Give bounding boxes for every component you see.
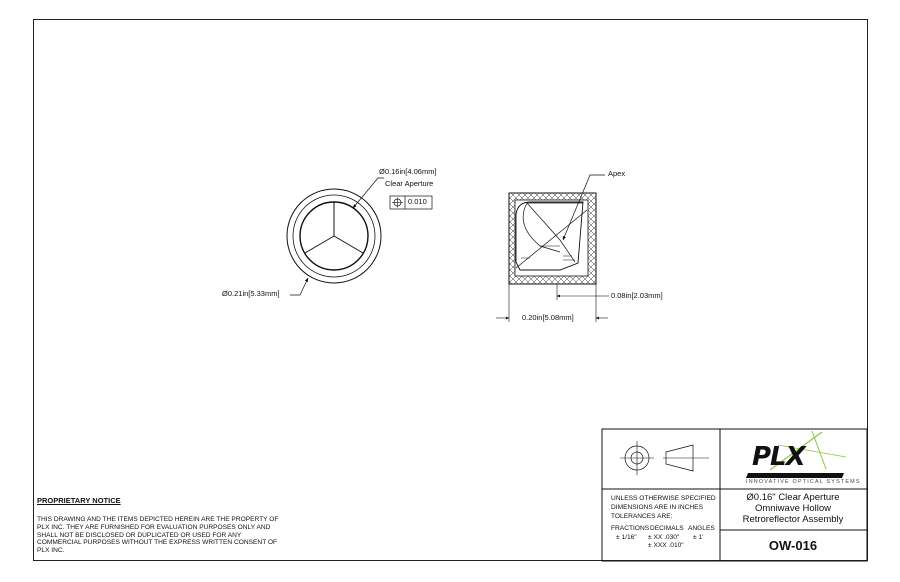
depth-dim-mm: 2.03mm (633, 291, 661, 300)
length-dimension: 0.20in[5.08mm] (522, 313, 574, 322)
mirror-seam-left (305, 236, 334, 253)
notice-line: PLX INC. THEY ARE FURNISHED FOR EVALUATION PURPOSES ONLY AND (37, 523, 271, 531)
aperture-dim-inches: 0.16in (384, 167, 406, 176)
flatness-tolerance-value: 0.010 (408, 197, 427, 206)
angles-value: ± 1' (693, 534, 704, 541)
notice-line: SHALL NOT BE DISCLOSED OR DUPLICATED OR USED FOR ANY (37, 531, 242, 539)
aperture-dim-mm: 4.06mm (407, 167, 435, 176)
proprietary-notice-body (37, 516, 287, 555)
tolerance-header-line: DIMENSIONS ARE IN INCHES (611, 504, 703, 511)
notice-line: THIS DRAWING AND THE ITEMS DEPICTED HEREIN ARE THE PROPERTY OF (37, 516, 279, 523)
decimals-value-three-place: ± XXX .010" (648, 542, 684, 549)
plx-tagline: INNOVATIVE OPTICAL SYSTEMS (746, 479, 861, 485)
length-dim-mm: 5.08mm (544, 313, 572, 322)
tolerance-header-line: TOLERANCES ARE: (611, 513, 673, 520)
side-view (496, 175, 609, 322)
angles-label: ANGLES (688, 525, 715, 532)
proprietary-notice-title: PROPRIETARY NOTICE (37, 496, 121, 505)
mirror-seam-right (334, 236, 363, 253)
drawing-title-line: Retroreflector Assembly (742, 514, 844, 525)
outer-dim-mm: 5.33mm (250, 289, 278, 298)
part-number: OW-016 (768, 538, 818, 553)
notice-line: PLX INC. (37, 547, 65, 555)
drawing-title-line: Omniwave Hollow (754, 503, 832, 514)
front-view (287, 178, 432, 295)
apex-label: Apex (608, 169, 626, 178)
tolerance-header-line: UNLESS OTHERWISE SPECIFIED (611, 495, 716, 502)
plx-logo: PLX (752, 442, 805, 472)
aperture-dimension: Ø0.16in[4.06mm] (379, 167, 437, 176)
outer-dimension: Ø0.21in[5.33mm] (222, 289, 280, 298)
projection-symbol-icon (620, 441, 709, 475)
outer-dim-inches: 0.21in (227, 289, 249, 298)
depth-dimension: 0.08in[2.03mm] (611, 291, 663, 300)
fractions-value: ± 1/16" (616, 534, 637, 541)
drawing-title-line: Ø0.16" Clear Aperture (746, 492, 840, 503)
decimals-value-two-place: ± XX .030" (648, 534, 680, 541)
length-dim-inches: 0.20in (522, 313, 543, 322)
decimals-label: DECIMALS (650, 525, 684, 532)
depth-dim-inches: 0.08in (611, 291, 632, 300)
fractions-label: FRACTIONS (611, 525, 650, 532)
clear-aperture-label: Clear Aperture (385, 179, 434, 188)
notice-line: COMMERCIAL PURPOSES WITHOUT THE EXPRESS WRITTEN CONSENT OF (37, 539, 278, 547)
